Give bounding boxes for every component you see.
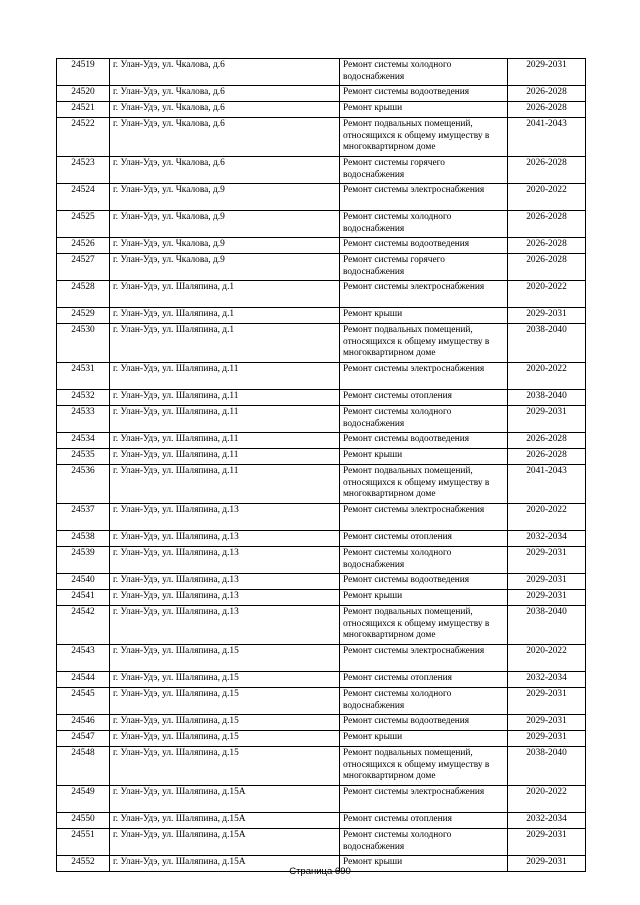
period-cell: 2020-2022 [508, 645, 586, 672]
table-row [57, 102, 586, 118]
work-type-cell: Ремонт системы холодного водоснабжения [340, 688, 508, 715]
table-row [57, 606, 586, 645]
work-type-cell: Ремонт системы отопления [340, 813, 508, 829]
row-number-cell: 24539 [57, 547, 110, 574]
work-type-cell: Ремонт системы отопления [340, 531, 508, 547]
row-number-cell: 24531 [57, 363, 110, 390]
table-row [57, 86, 586, 102]
work-type-cell: Ремонт крыши [340, 449, 508, 465]
row-number-cell: 24520 [57, 86, 110, 102]
row-number-cell: 24523 [57, 157, 110, 184]
table-row [57, 238, 586, 254]
work-type-cell: Ремонт крыши [340, 856, 508, 872]
address-cell: г. Улан-Удэ, ул. Шаляпина, д.15 [110, 672, 340, 688]
period-cell: 2029-2031 [508, 547, 586, 574]
address-cell: г. Улан-Удэ, ул. Шаляпина, д.1 [110, 281, 340, 308]
address-cell: г. Улан-Удэ, ул. Шаляпина, д.15 [110, 747, 340, 786]
period-cell: 2029-2031 [508, 590, 586, 606]
table-row [57, 433, 586, 449]
address-cell: г. Улан-Удэ, ул. Чкалова, д.6 [110, 102, 340, 118]
period-cell: 2029-2031 [508, 829, 586, 856]
address-cell: г. Улан-Удэ, ул. Шаляпина, д.11 [110, 433, 340, 449]
period-cell: 2041-2043 [508, 465, 586, 504]
work-type-cell: Ремонт системы отопления [340, 672, 508, 688]
work-type-cell: Ремонт системы холодного водоснабжения [340, 547, 508, 574]
row-number-cell: 24546 [57, 715, 110, 731]
work-type-cell: Ремонт подвальных помещений, относящихся к общему имуществу в многоквартирном доме [340, 465, 508, 504]
period-cell: 2029-2031 [508, 715, 586, 731]
period-cell: 2038-2040 [508, 390, 586, 406]
table-row [57, 547, 586, 574]
table-row [57, 308, 586, 324]
work-type-cell: Ремонт системы водоотведения [340, 433, 508, 449]
address-cell: г. Улан-Удэ, ул. Шаляпина, д.11 [110, 406, 340, 433]
table-row [57, 465, 586, 504]
row-number-cell: 24525 [57, 211, 110, 238]
period-cell: 2029-2031 [508, 856, 586, 872]
period-cell: 2026-2028 [508, 238, 586, 254]
row-number-cell: 24526 [57, 238, 110, 254]
address-cell: г. Улан-Удэ, ул. Шаляпина, д.11 [110, 363, 340, 390]
row-number-cell: 24532 [57, 390, 110, 406]
row-number-cell: 24547 [57, 731, 110, 747]
table-row [57, 786, 586, 813]
address-cell: г. Улан-Удэ, ул. Шаляпина, д.15 [110, 645, 340, 672]
row-number-cell: 24522 [57, 118, 110, 157]
period-cell: 2038-2040 [508, 606, 586, 645]
table-row [57, 731, 586, 747]
period-cell: 2041-2043 [508, 118, 586, 157]
table-row [57, 574, 586, 590]
address-cell: г. Улан-Удэ, ул. Шаляпина, д.15 [110, 688, 340, 715]
row-number-cell: 24540 [57, 574, 110, 590]
period-cell: 2032-2034 [508, 813, 586, 829]
table-row [57, 688, 586, 715]
period-cell: 2029-2031 [508, 731, 586, 747]
work-type-cell: Ремонт подвальных помещений, относящихся к общему имуществу в многоквартирном доме [340, 747, 508, 786]
address-cell: г. Улан-Удэ, ул. Шаляпина, д.11 [110, 449, 340, 465]
period-cell: 2020-2022 [508, 363, 586, 390]
period-cell: 2026-2028 [508, 433, 586, 449]
work-type-cell: Ремонт системы холодного водоснабжения [340, 59, 508, 86]
address-cell: г. Улан-Удэ, ул. Чкалова, д.9 [110, 254, 340, 281]
table-row [57, 715, 586, 731]
period-cell: 2029-2031 [508, 308, 586, 324]
row-number-cell: 24537 [57, 504, 110, 531]
address-cell: г. Улан-Удэ, ул. Шаляпина, д.1 [110, 324, 340, 363]
row-number-cell: 24535 [57, 449, 110, 465]
table-row [57, 324, 586, 363]
period-cell: 2020-2022 [508, 786, 586, 813]
work-type-cell: Ремонт крыши [340, 590, 508, 606]
row-number-cell: 24529 [57, 308, 110, 324]
table-row [57, 390, 586, 406]
row-number-cell: 24536 [57, 465, 110, 504]
table-row [57, 157, 586, 184]
table-row [57, 254, 586, 281]
work-type-cell: Ремонт системы электроснабжения [340, 184, 508, 211]
table-row [57, 747, 586, 786]
period-cell: 2038-2040 [508, 324, 586, 363]
period-cell: 2029-2031 [508, 688, 586, 715]
work-type-cell: Ремонт системы отопления [340, 390, 508, 406]
work-type-cell: Ремонт системы горячего водоснабжения [340, 254, 508, 281]
page-number: Страница 690 [289, 866, 351, 877]
row-number-cell: 24519 [57, 59, 110, 86]
period-cell: 2026-2028 [508, 86, 586, 102]
table-row [57, 363, 586, 390]
period-cell: 2038-2040 [508, 747, 586, 786]
address-cell: г. Улан-Удэ, ул. Чкалова, д.6 [110, 59, 340, 86]
work-type-cell: Ремонт системы водоотведения [340, 574, 508, 590]
work-type-cell: Ремонт системы водоотведения [340, 238, 508, 254]
address-cell: г. Улан-Удэ, ул. Шаляпина, д.13 [110, 504, 340, 531]
period-cell: 2029-2031 [508, 406, 586, 433]
row-number-cell: 24521 [57, 102, 110, 118]
row-number-cell: 24549 [57, 786, 110, 813]
period-cell: 2026-2028 [508, 157, 586, 184]
work-type-cell: Ремонт крыши [340, 308, 508, 324]
row-number-cell: 24545 [57, 688, 110, 715]
address-cell: г. Улан-Удэ, ул. Шаляпина, д.15 [110, 731, 340, 747]
address-cell: г. Улан-Удэ, ул. Чкалова, д.9 [110, 184, 340, 211]
work-type-cell: Ремонт системы электроснабжения [340, 363, 508, 390]
work-type-cell: Ремонт системы холодного водоснабжения [340, 211, 508, 238]
address-cell: г. Улан-Удэ, ул. Шаляпина, д.15А [110, 856, 340, 872]
table-row [57, 118, 586, 157]
work-type-cell: Ремонт системы электроснабжения [340, 504, 508, 531]
row-number-cell: 24543 [57, 645, 110, 672]
table-row [57, 281, 586, 308]
work-type-cell: Ремонт крыши [340, 102, 508, 118]
address-cell: г. Улан-Удэ, ул. Шаляпина, д.15А [110, 786, 340, 813]
row-number-cell: 24533 [57, 406, 110, 433]
row-number-cell: 24527 [57, 254, 110, 281]
row-number-cell: 24530 [57, 324, 110, 363]
row-number-cell: 24550 [57, 813, 110, 829]
table-row [57, 531, 586, 547]
address-cell: г. Улан-Удэ, ул. Шаляпина, д.11 [110, 465, 340, 504]
work-type-cell: Ремонт подвальных помещений, относящихся к общему имуществу в многоквартирном доме [340, 118, 508, 157]
row-number-cell: 24551 [57, 829, 110, 856]
period-cell: 2026-2028 [508, 211, 586, 238]
table-row [57, 184, 586, 211]
table-body [57, 59, 586, 872]
work-type-cell: Ремонт крыши [340, 731, 508, 747]
address-cell: г. Улан-Удэ, ул. Шаляпина, д.15 [110, 715, 340, 731]
table-row [57, 406, 586, 433]
row-number-cell: 24552 [57, 856, 110, 872]
table-row [57, 590, 586, 606]
work-type-cell: Ремонт системы горячего водоснабжения [340, 157, 508, 184]
period-cell: 2026-2028 [508, 102, 586, 118]
address-cell: г. Улан-Удэ, ул. Шаляпина, д.13 [110, 606, 340, 645]
address-cell: г. Улан-Удэ, ул. Шаляпина, д.13 [110, 574, 340, 590]
work-type-cell: Ремонт подвальных помещений, относящихся к общему имуществу в многоквартирном доме [340, 606, 508, 645]
period-cell: 2029-2031 [508, 574, 586, 590]
address-cell: г. Улан-Удэ, ул. Шаляпина, д.13 [110, 590, 340, 606]
address-cell: г. Улан-Удэ, ул. Шаляпина, д.13 [110, 547, 340, 574]
row-number-cell: 24548 [57, 747, 110, 786]
period-cell: 2032-2034 [508, 531, 586, 547]
period-cell: 2020-2022 [508, 281, 586, 308]
work-type-cell: Ремонт системы холодного водоснабжения [340, 829, 508, 856]
row-number-cell: 24544 [57, 672, 110, 688]
period-cell: 2026-2028 [508, 449, 586, 465]
repair-schedule-table [56, 58, 586, 872]
row-number-cell: 24524 [57, 184, 110, 211]
row-number-cell: 24538 [57, 531, 110, 547]
period-cell: 2026-2028 [508, 254, 586, 281]
work-type-cell: Ремонт системы холодного водоснабжения [340, 406, 508, 433]
work-type-cell: Ремонт системы электроснабжения [340, 786, 508, 813]
work-type-cell: Ремонт системы электроснабжения [340, 645, 508, 672]
address-cell: г. Улан-Удэ, ул. Шаляпина, д.15А [110, 813, 340, 829]
work-type-cell: Ремонт системы водоотведения [340, 86, 508, 102]
row-number-cell: 24542 [57, 606, 110, 645]
row-number-cell: 24534 [57, 433, 110, 449]
address-cell: г. Улан-Удэ, ул. Чкалова, д.6 [110, 157, 340, 184]
table-row [57, 211, 586, 238]
period-cell: 2032-2034 [508, 672, 586, 688]
address-cell: г. Улан-Удэ, ул. Чкалова, д.6 [110, 118, 340, 157]
table-row [57, 645, 586, 672]
row-number-cell: 24541 [57, 590, 110, 606]
address-cell: г. Улан-Удэ, ул. Шаляпина, д.11 [110, 390, 340, 406]
row-number-cell: 24528 [57, 281, 110, 308]
table-row [57, 672, 586, 688]
address-cell: г. Улан-Удэ, ул. Шаляпина, д.15А [110, 829, 340, 856]
work-type-cell: Ремонт системы электроснабжения [340, 281, 508, 308]
address-cell: г. Улан-Удэ, ул. Чкалова, д.6 [110, 86, 340, 102]
period-cell: 2020-2022 [508, 184, 586, 211]
period-cell: 2029-2031 [508, 59, 586, 86]
address-cell: г. Улан-Удэ, ул. Чкалова, д.9 [110, 238, 340, 254]
work-type-cell: Ремонт системы водоотведения [340, 715, 508, 731]
table-row [57, 449, 586, 465]
table-row [57, 504, 586, 531]
address-cell: г. Улан-Удэ, ул. Шаляпина, д.1 [110, 308, 340, 324]
table-row [57, 59, 586, 86]
work-type-cell: Ремонт подвальных помещений, относящихся к общему имуществу в многоквартирном доме [340, 324, 508, 363]
table-row [57, 813, 586, 829]
address-cell: г. Улан-Удэ, ул. Шаляпина, д.13 [110, 531, 340, 547]
period-cell: 2020-2022 [508, 504, 586, 531]
address-cell: г. Улан-Удэ, ул. Чкалова, д.9 [110, 211, 340, 238]
table-row [57, 829, 586, 856]
